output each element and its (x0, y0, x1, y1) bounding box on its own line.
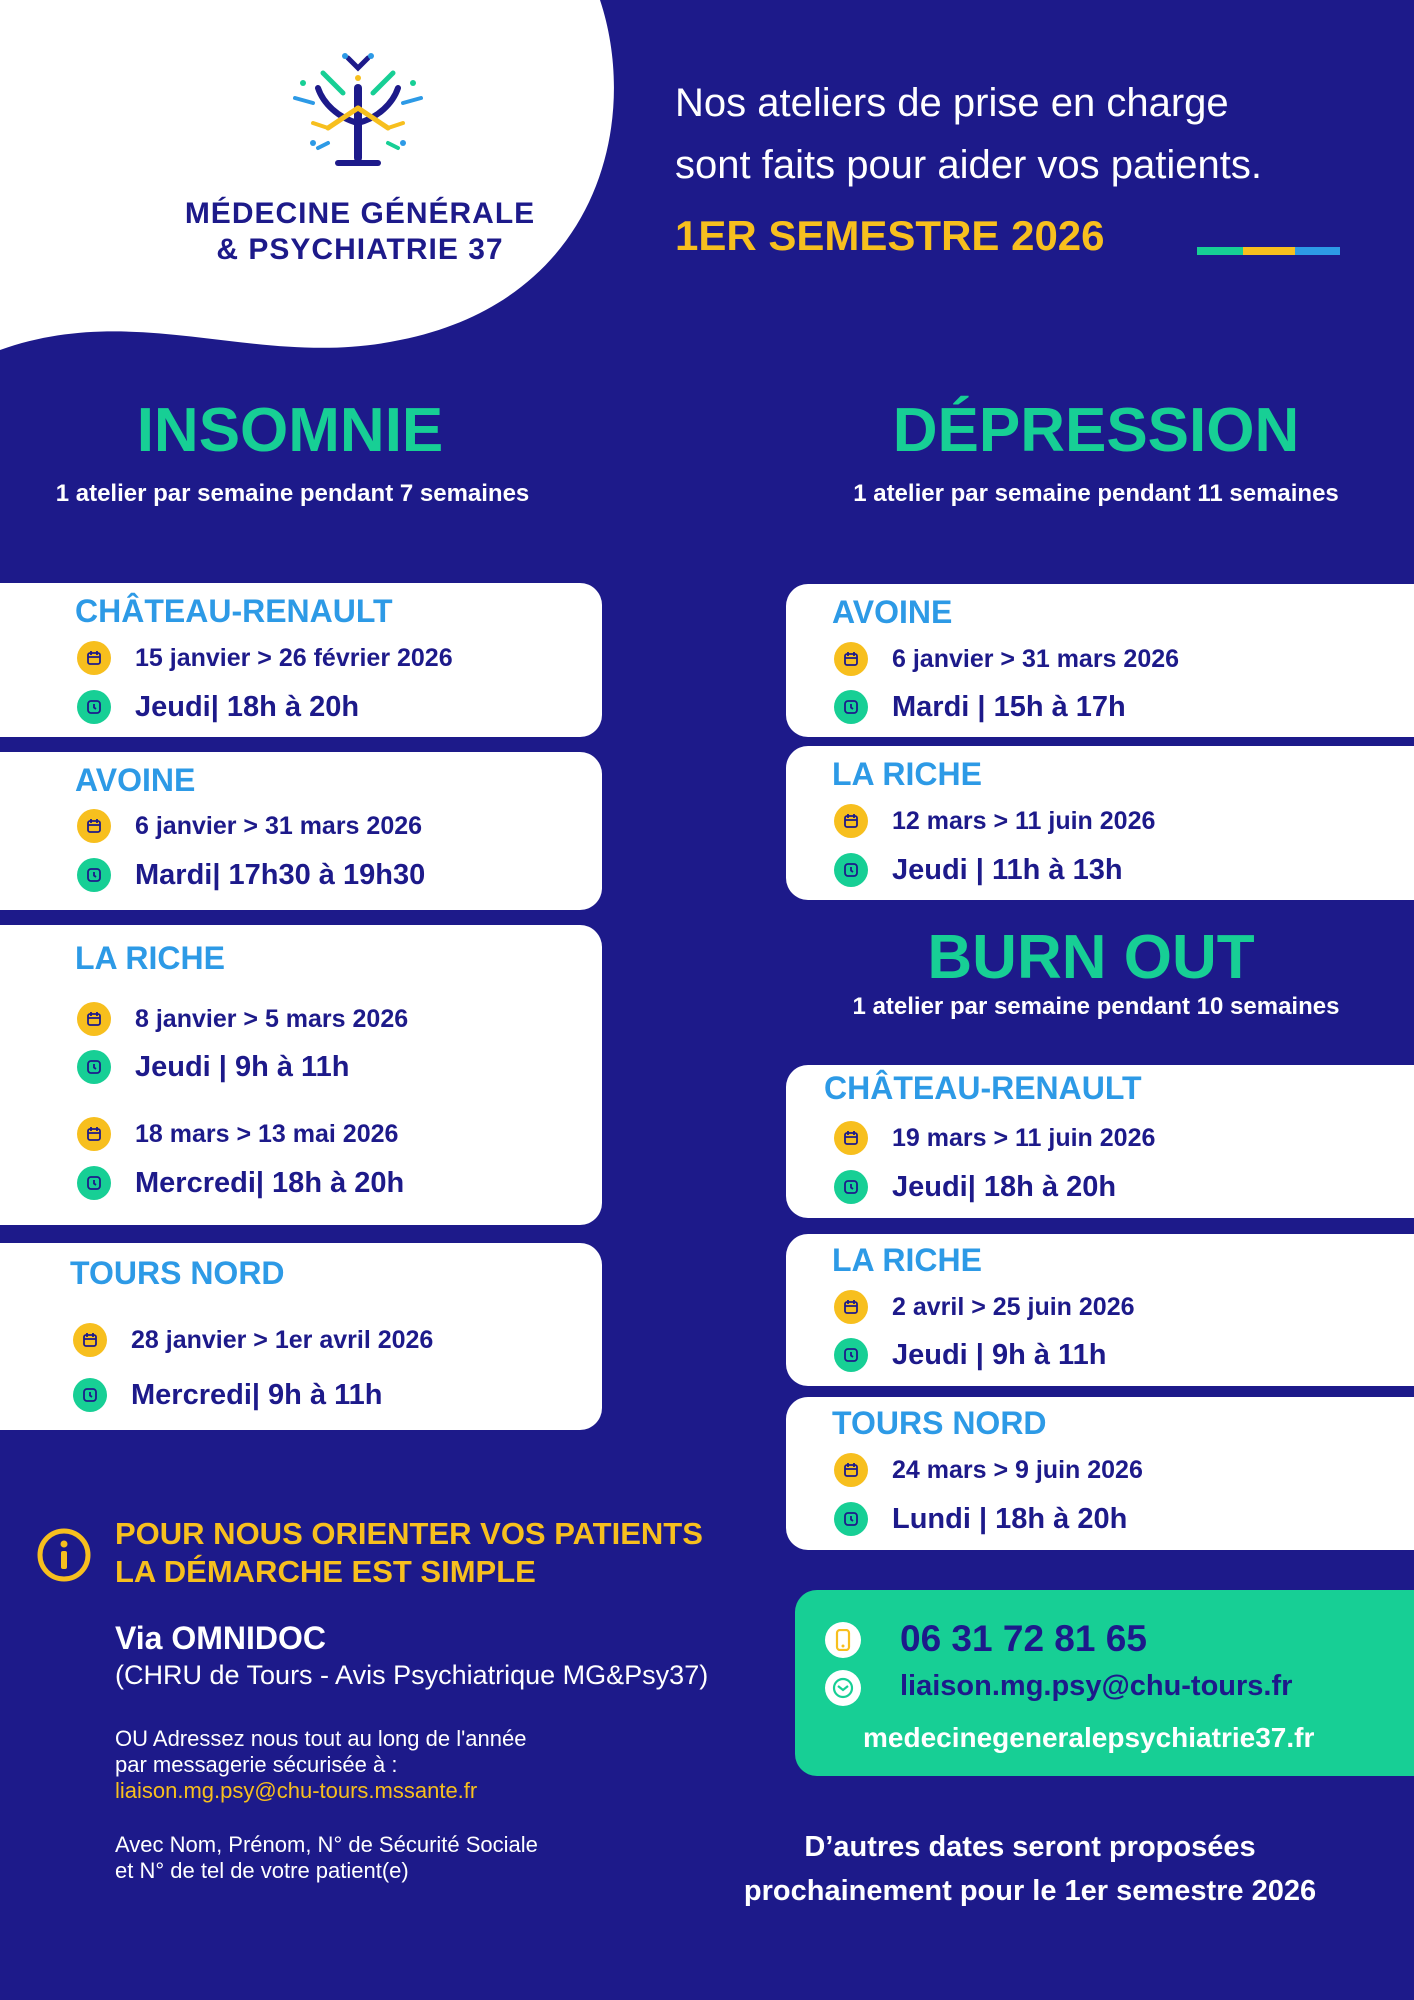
location-name: AVOINE (832, 594, 953, 630)
clock-icon (834, 1338, 868, 1372)
via-detail: (CHRU de Tours - Avis Psychiatrique MG&Psy37) (115, 1660, 709, 1690)
date-row (834, 642, 1179, 676)
burnout-title: BURN OUT (927, 923, 1255, 992)
phone-number[interactable]: 06 31 72 81 65 (900, 1618, 1147, 1659)
time-row (77, 858, 425, 892)
location-name: LA RICHE (832, 1242, 982, 1278)
date-row (77, 641, 453, 675)
semester-label: 1ER SEMESTRE 2026 (675, 212, 1105, 259)
date-row (73, 1323, 433, 1357)
location-name: LA RICHE (75, 940, 225, 976)
calendar-icon (834, 1453, 868, 1487)
depression-subtitle: 1 atelier par semaine pendant 11 semaines (853, 480, 1339, 507)
brand-name-line2: & PSYCHIATRIE 37 (216, 233, 504, 266)
date-range: 8 janvier > 5 mars 2026 (135, 1004, 409, 1033)
insomnie-card-tours-nord (0, 1243, 602, 1430)
time-slot: Jeudi | 9h à 11h (135, 1050, 350, 1083)
time-slot: Jeudi| 18h à 20h (135, 690, 360, 723)
clock-icon (77, 1166, 111, 1200)
time-slot: Jeudi | 9h à 11h (892, 1338, 1107, 1371)
time-row-2 (77, 1166, 404, 1200)
location-name: AVOINE (75, 762, 196, 798)
burnout-card-tours-nord (786, 1397, 1414, 1550)
clock-icon (77, 1050, 111, 1084)
accent-bar-blue (1295, 247, 1340, 255)
location-name: CHÂTEAU-RENAULT (75, 593, 393, 629)
contact-box (795, 1590, 1414, 1776)
time-row (73, 1378, 383, 1412)
insomnie-subtitle: 1 atelier par semaine pendant 7 semaines (55, 480, 530, 507)
time-row (834, 1338, 1106, 1372)
time-slot: Mardi| 17h30 à 19h30 (135, 858, 426, 891)
date-row (834, 804, 1155, 838)
time-slot: Jeudi| 18h à 20h (892, 1170, 1117, 1203)
time-row (834, 1502, 1127, 1536)
secure-email-link[interactable]: liaison.mg.psy@chu-tours.mssante.fr (115, 1778, 478, 1803)
calendar-icon (77, 641, 111, 675)
date-range: 6 janvier > 31 mars 2026 (135, 811, 423, 840)
date-range: 24 mars > 9 juin 2026 (892, 1455, 1143, 1484)
time-row (77, 1050, 349, 1084)
alt-contact-text (115, 1726, 526, 1804)
date-range: 19 mars > 11 juin 2026 (892, 1123, 1156, 1152)
depression-title: DÉPRESSION (892, 396, 1300, 465)
accent-bar-green (1197, 247, 1243, 255)
contact-email[interactable]: liaison.mg.psy@chu-tours.fr (900, 1670, 1293, 1702)
depression-card-la-riche (786, 746, 1414, 900)
footer-line2: prochainement pour le 1er semestre 2026 (743, 1875, 1317, 1907)
brand-name-line1: MÉDECINE GÉNÉRALE (184, 197, 536, 230)
time-slot: Mardi | 15h à 17h (892, 690, 1126, 723)
insomnie-card-la-riche (0, 925, 602, 1225)
time-slot: Lundi | 18h à 20h (892, 1502, 1128, 1535)
req-line1: Avec Nom, Prénom, N° de Sécurité Sociale (115, 1832, 538, 1857)
clock-icon (834, 1170, 868, 1204)
location-name: TOURS NORD (832, 1405, 1047, 1441)
time-row (834, 853, 1123, 887)
info-icon (36, 1527, 92, 1583)
insomnie-card-avoine (0, 752, 602, 910)
clock-icon (77, 858, 111, 892)
header-intro-line1: Nos ateliers de prise en charge (675, 81, 1229, 125)
time-row (834, 1170, 1116, 1204)
header-intro (675, 72, 1375, 196)
requirements-text (115, 1832, 538, 1884)
date-row (77, 1002, 408, 1036)
burnout-card-chateau-renault (786, 1065, 1414, 1218)
date-range: 6 janvier > 31 mars 2026 (892, 644, 1180, 673)
clock-icon (834, 853, 868, 887)
clock-icon (834, 1502, 868, 1536)
time-row (834, 690, 1126, 724)
depression-card-avoine (786, 584, 1414, 737)
calendar-icon (77, 1002, 111, 1036)
burnout-card-la-riche (786, 1234, 1414, 1386)
alt-line1: OU Adressez nous tout au long de l'année (115, 1726, 527, 1751)
date-row (834, 1290, 1135, 1324)
date-range-2: 18 mars > 13 mai 2026 (135, 1119, 399, 1148)
via-omnidoc: Via OMNIDOC (115, 1620, 326, 1656)
date-row (834, 1121, 1155, 1155)
time-slot: Mercredi| 9h à 11h (131, 1378, 383, 1411)
header-intro-line2: sont faits pour aider vos patients. (675, 143, 1262, 187)
date-range: 12 mars > 11 juin 2026 (892, 806, 1156, 835)
calendar-icon (77, 809, 111, 843)
insomnie-title: INSOMNIE (136, 396, 444, 465)
orientation-heading (115, 1515, 703, 1591)
calendar-icon (73, 1323, 107, 1357)
insomnie-card-chateau-renault (0, 583, 602, 737)
accent-bar-yellow (1243, 247, 1295, 255)
clock-icon (834, 690, 868, 724)
date-range: 28 janvier > 1er avril 2026 (131, 1325, 434, 1354)
calendar-icon (834, 642, 868, 676)
location-name: TOURS NORD (70, 1255, 285, 1291)
req-line2: et N° de tel de votre patient(e) (115, 1858, 409, 1883)
footer-note (690, 1825, 1370, 1913)
calendar-icon (77, 1117, 111, 1151)
date-row-2 (77, 1117, 398, 1151)
time-slot-2: Mercredi| 18h à 20h (135, 1166, 405, 1199)
date-range: 15 janvier > 26 février 2026 (135, 643, 453, 672)
clock-icon (77, 690, 111, 724)
phone-icon (825, 1622, 861, 1658)
footer-line1: D’autres dates seront proposées (804, 1831, 1256, 1863)
time-slot: Jeudi | 11h à 13h (892, 853, 1123, 886)
tree-logo-icon (283, 48, 433, 168)
location-name: LA RICHE (832, 756, 982, 792)
date-range: 2 avril > 25 juin 2026 (892, 1292, 1135, 1321)
location-name: CHÂTEAU-RENAULT (824, 1070, 1142, 1106)
alt-line2: par messagerie sécurisée à : (115, 1752, 398, 1777)
date-row (77, 809, 422, 843)
calendar-icon (834, 804, 868, 838)
email-icon (825, 1670, 861, 1706)
date-row (834, 1453, 1143, 1487)
orientation-heading-line2: LA DÉMARCHE EST SIMPLE (115, 1554, 536, 1589)
burnout-subtitle: 1 atelier par semaine pendant 10 semaines (852, 993, 1340, 1020)
calendar-icon (834, 1121, 868, 1155)
calendar-icon (834, 1290, 868, 1324)
website-link[interactable]: medecinegeneralepsychiatrie37.fr (863, 1722, 1315, 1753)
orientation-heading-line1: POUR NOUS ORIENTER VOS PATIENTS (115, 1516, 703, 1551)
clock-icon (73, 1378, 107, 1412)
time-row (77, 690, 359, 724)
